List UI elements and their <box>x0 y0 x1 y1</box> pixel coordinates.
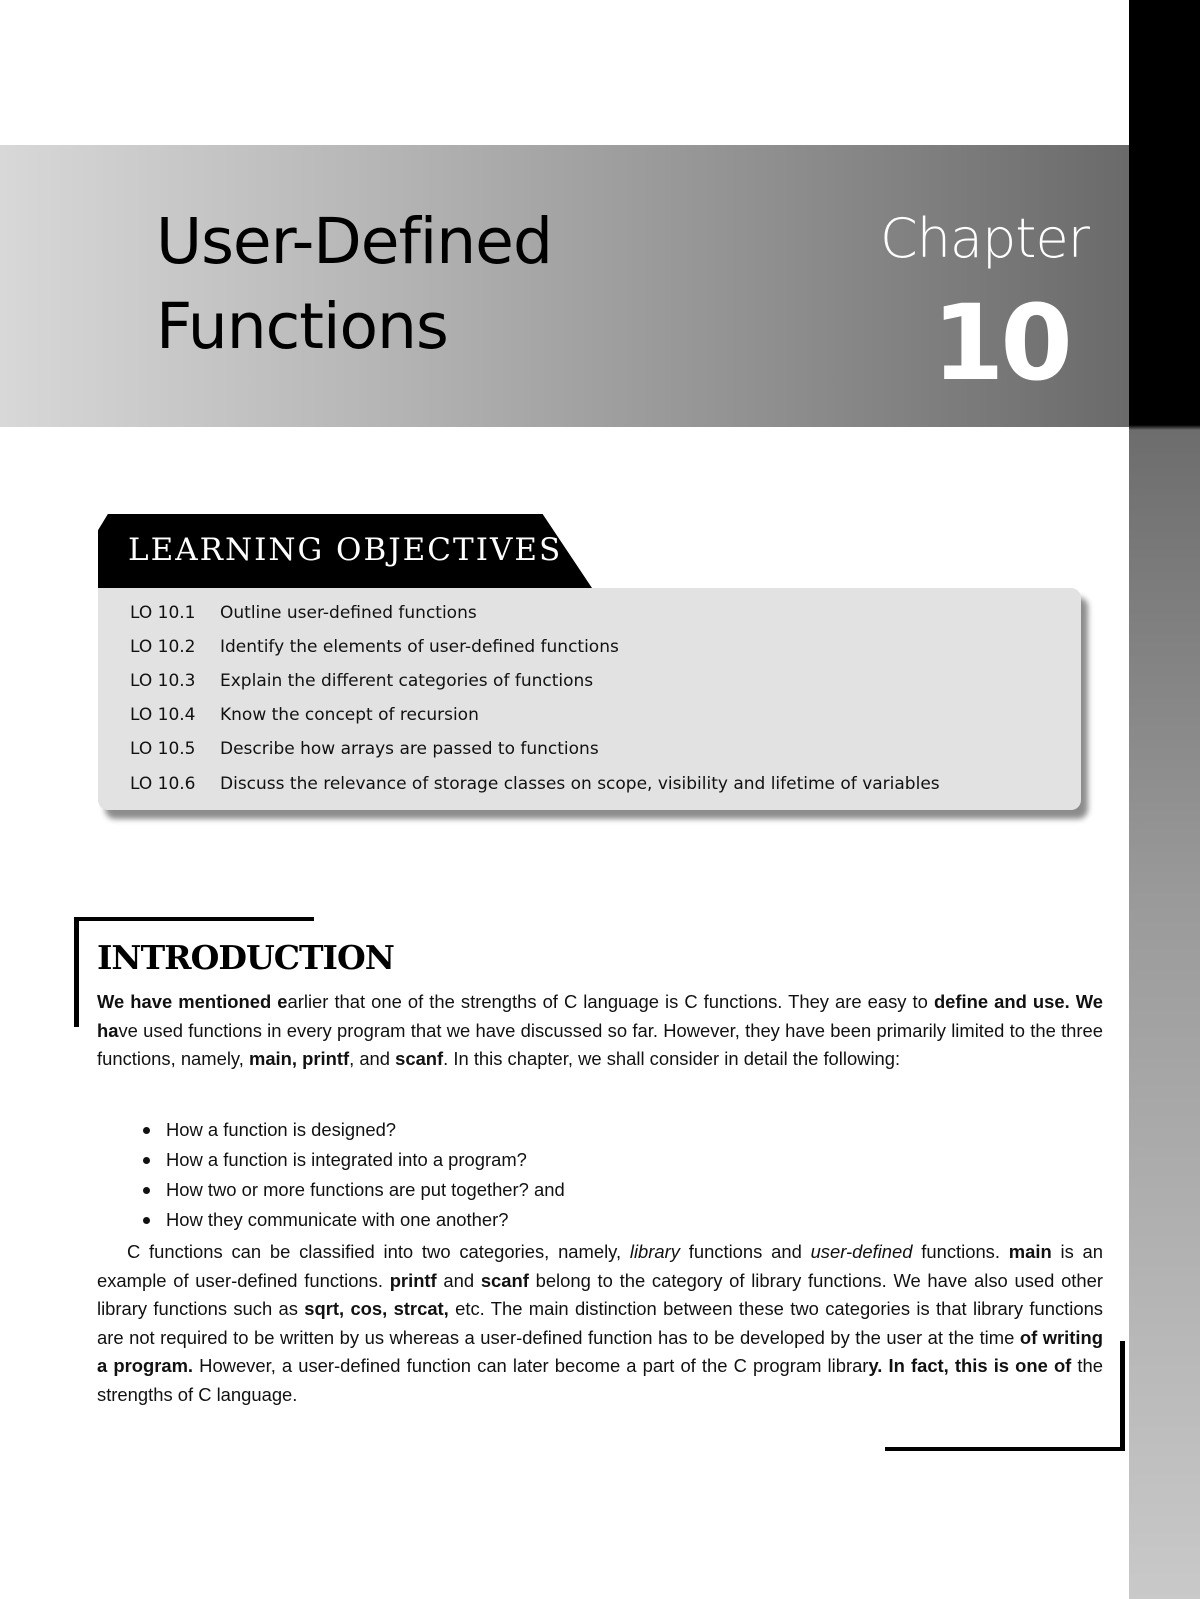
introduction-heading: INTRODUCTION <box>97 938 394 977</box>
bullet-icon <box>143 1127 150 1134</box>
learning-objective-item <box>130 637 619 657</box>
chapter-label: Chapter <box>880 207 1089 270</box>
bullet-icon <box>143 1187 150 1194</box>
corner-bracket-bottom-right-vertical <box>1120 1341 1125 1451</box>
learning-objective-item <box>130 739 599 759</box>
intro-paragraph-1: We have mentioned earlier that one of the strengths of C language is C functions. They are easy to define and use. We have used functions in every program that we have discussed so far. However, they have been primarily limited to the three functions, namely, main, printf, and scanf. In this chapter, we shall consider in detail the following: <box>97 991 1103 1070</box>
objective-code: LO 10.5 <box>130 739 196 759</box>
objective-text: Outline user-defined functions <box>220 603 477 623</box>
bullet-icon <box>143 1217 150 1224</box>
bullet-icon <box>143 1157 150 1164</box>
objective-code: LO 10.1 <box>130 603 196 623</box>
learning-objectives-heading: LEARNING OBJECTIVES <box>128 532 563 568</box>
objective-code: LO 10.6 <box>130 774 196 794</box>
objective-text: Describe how arrays are passed to functions <box>220 739 599 759</box>
learning-objective-item <box>130 774 940 794</box>
corner-bracket-top-left <box>74 917 314 921</box>
list-item: How a function is designed? <box>140 1115 565 1145</box>
list-item: How a function is integrated into a program? <box>140 1145 565 1175</box>
corner-bracket-bottom-right <box>885 1447 1125 1451</box>
intro-paragraph-2: C functions can be classified into two categories, namely, library functions and user-defined functions. main is an example of user-defined functions. printf and scanf belong to the category of library functions. We have also used other library functions such as sqrt, cos, strcat, etc. The main distinction between these two categories is that library functions are not required to be written by us whereas a user-defined function has to be developed by the user at the time of writing a program. However, a user-defined function can later become a part of the C program library. In fact, this is one of the strengths of C language. <box>97 1241 1104 1405</box>
objective-text: Explain the different categories of functions <box>220 671 594 691</box>
learning-objective-item <box>130 705 479 725</box>
learning-objective-item <box>130 603 477 623</box>
list-item: How they communicate with one another? <box>140 1205 565 1235</box>
objective-text: Know the concept of recursion <box>220 705 479 725</box>
chapter-title-line1: User-Defined <box>156 205 552 278</box>
list-item: How two or more functions are put together? and <box>140 1175 565 1205</box>
corner-bracket-top-left-vertical <box>74 917 79 1027</box>
objective-code: LO 10.4 <box>130 705 196 725</box>
topics-list <box>140 1115 565 1235</box>
chapter-title-line2: Functions <box>156 290 448 363</box>
learning-objective-item <box>130 671 593 691</box>
page-edge-strip <box>1129 0 1200 1599</box>
objective-code: LO 10.3 <box>130 671 196 691</box>
objective-text: Identify the elements of user-defined functions <box>220 637 619 657</box>
objective-code: LO 10.2 <box>130 637 196 657</box>
objective-text: Discuss the relevance of storage classes on scope, visibility and lifetime of variables <box>220 774 940 794</box>
chapter-number: 10 <box>932 282 1069 404</box>
